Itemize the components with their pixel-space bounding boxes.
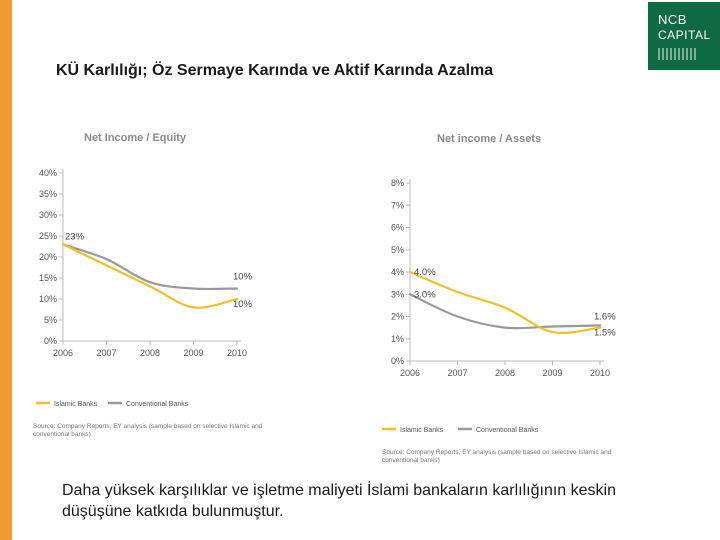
- y-tick-label: 10%: [38, 294, 57, 304]
- data-label: 23%: [65, 231, 85, 243]
- series-line-islamic-banks: [63, 244, 237, 307]
- x-tick-label: 2008: [494, 368, 516, 378]
- data-label: 10%: [233, 299, 253, 310]
- y-tick-label: 5%: [390, 244, 404, 255]
- legend-label: Islamic Banks: [54, 401, 98, 408]
- source-note: Source: Company Reports, EY analysis (sample based on selective Islamic and conventional banks): [382, 449, 612, 464]
- y-tick-label: 20%: [38, 252, 57, 262]
- y-tick-label: 5%: [43, 315, 57, 325]
- x-tick-label: 2010: [589, 368, 611, 378]
- x-tick-label: 2006: [52, 348, 74, 358]
- legend-label: Islamic Banks: [400, 427, 444, 434]
- data-label: 10%: [233, 271, 253, 283]
- logo-line-2: CAPITAL: [658, 28, 711, 42]
- y-tick-label: 0%: [43, 336, 57, 346]
- y-tick-label: 30%: [38, 210, 57, 220]
- series-line-conventional-banks: [63, 244, 237, 289]
- net-income-assets-chart: [340, 0, 680, 470]
- slide-caption: Daha yüksek karşılıklar ve işletme maliyeti İslami bankaların karlılığının keskin düşüşüne katkıda bulunmuştur.: [62, 482, 616, 520]
- y-tick-label: 25%: [38, 231, 57, 241]
- x-tick-label: 2010: [226, 348, 248, 358]
- chart-title: Net income / Assets: [437, 133, 542, 145]
- chart-title: Net Income / Equity: [84, 132, 187, 144]
- data-label: 1.6%: [594, 311, 616, 323]
- y-tick-label: 2%: [390, 311, 404, 322]
- source-note: Source: Company Reports, EY analysis (sample based on selective Islamic and conventional banks): [33, 423, 263, 438]
- x-tick-label: 2007: [447, 368, 468, 378]
- y-tick-label: 40%: [38, 168, 57, 178]
- y-tick-label: 1%: [390, 333, 404, 344]
- x-tick-label: 2009: [542, 368, 563, 378]
- series-line-conventional-banks: [410, 294, 600, 328]
- x-tick-label: 2009: [183, 348, 204, 358]
- y-tick-label: 6%: [390, 222, 404, 233]
- series-line-islamic-banks: [410, 272, 600, 333]
- slide-title: KÜ Karlılığı; Öz Sermaye Karında ve Aktif Karında Azalma: [56, 62, 494, 79]
- legend-label: Conventional Banks: [476, 427, 539, 434]
- y-tick-label: 3%: [390, 289, 404, 300]
- x-tick-label: 2008: [139, 348, 161, 358]
- x-tick-label: 2006: [399, 368, 421, 378]
- data-label: 1.5%: [594, 327, 616, 339]
- y-tick-label: 35%: [38, 189, 57, 199]
- logo-line-1: NCB: [658, 12, 687, 27]
- net-income-equity-chart: [0, 0, 300, 445]
- y-tick-label: 8%: [390, 178, 404, 188]
- y-tick-label: 4%: [390, 267, 404, 277]
- legend-label: Conventional Banks: [126, 401, 189, 408]
- data-label: 3.0%: [414, 289, 436, 301]
- data-label: 4.0%: [414, 267, 436, 278]
- y-tick-label: 15%: [38, 273, 57, 283]
- y-tick-label: 0%: [390, 356, 404, 366]
- x-tick-label: 2007: [96, 348, 117, 358]
- y-tick-label: 7%: [390, 200, 404, 211]
